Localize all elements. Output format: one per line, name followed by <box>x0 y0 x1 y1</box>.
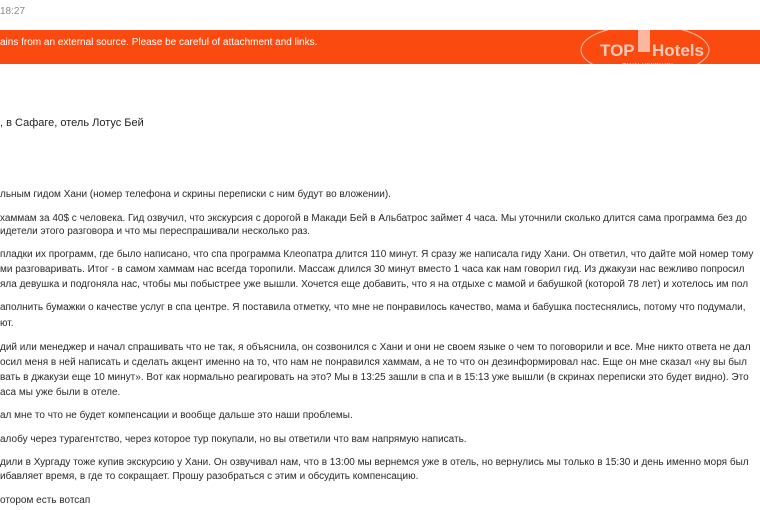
body-line: ибавляет время, в где то сокращает. Прошу разобраться с этим и обсудить компенсацию. <box>0 471 419 482</box>
body-line: отором есть вотсап <box>0 495 91 506</box>
email-subject: , в Сафаге, отель Лотус Бей <box>0 117 144 129</box>
body-line: дили в Хургаду тоже купив экскурсию у Хани. Он озвучивал нам, что в 13:00 мы вернемся уже в отель, но вернулись мы только в 15:30 и день именно моря был <box>0 457 749 468</box>
tophotels-watermark-logo <box>578 22 712 78</box>
body-line: вать в джакузи еще 10 минут». Вот как нормально реагировать на это? Мы в 13:25 зашли в спа и в 15:13 уже вышли (в скринах переписки это будет видно). Это <box>0 372 749 383</box>
body-line: ми разговаривать. Итог - в самом хаммам нас всегда торопили. Массаж длился 30 минут вместо 1 часа как нам говорил гид. Из джакузи нас вежливо попросил <box>0 264 745 275</box>
warning-text: ains from an external source. Please be careful of attachment and links. <box>0 37 318 48</box>
body-line: льным гидом Хани (номер телефона и скрины переписки с ним будут во вложении). <box>0 189 391 200</box>
body-line: ют. <box>0 318 14 329</box>
body-line: ал мне то что не будет компенсации и вообще дальше это наши проблемы. <box>0 410 353 421</box>
body-line: дий или менеджер и начал спрашивать что не так, я объяснила, он созвонился с Хани и они не своем языке о чем то поговорили и все. Мне никто ответа не дал <box>0 342 751 353</box>
body-line: идетели этого разговора и что мы переспрашивали несколько раз. <box>0 226 311 237</box>
watermark-brand-right: Hotels <box>652 41 704 60</box>
body-line: осил меня в ней написать и сделать акцент именно на то, что нам не понравился хаммам, а не то что он дезинформировал нас. Еще он мне сказал «ну вы был <box>0 357 747 368</box>
building-icon <box>638 26 650 52</box>
body-line: алобу через турагентство, через которое тур покупали, но вы ответили что вам напрямую написать. <box>0 434 467 445</box>
watermark-brand-left: TOP <box>600 41 635 60</box>
message-timestamp: 18:27 <box>0 6 26 17</box>
body-line: хаммам за 40$ с человека. Гид озвучил, что экскурсия с дорогой в Макади Бей в Альбатрос займет 4 часа. Мы уточнили сколько длится сама программа без до <box>0 213 747 224</box>
body-line: пладки их программ, где было написано, что спа программа Клеопатра длится 110 минут. Я сразу же написала гиду Хани. Он ответил, что дайте мой номер тому <box>0 249 754 260</box>
body-line: яла девушка и подгоняла нас, чтобы мы побыстрее уже вышли. Хочется еще добавить, что я на отдыхе с мамой и бабушкой (которой 78 лет) и хотелось им пол <box>0 279 749 290</box>
body-line: аса мы уже были в отеле. <box>0 387 121 398</box>
watermark-sublabel: ФОТО ТУРИСТОВ <box>622 63 673 69</box>
body-line: аполнить бумажки о качестве услуг в спа центре. Я поставила отметку, что мне не понравилось качество, мама и бабушка постеснялись, потому что подумали, <box>0 302 746 313</box>
